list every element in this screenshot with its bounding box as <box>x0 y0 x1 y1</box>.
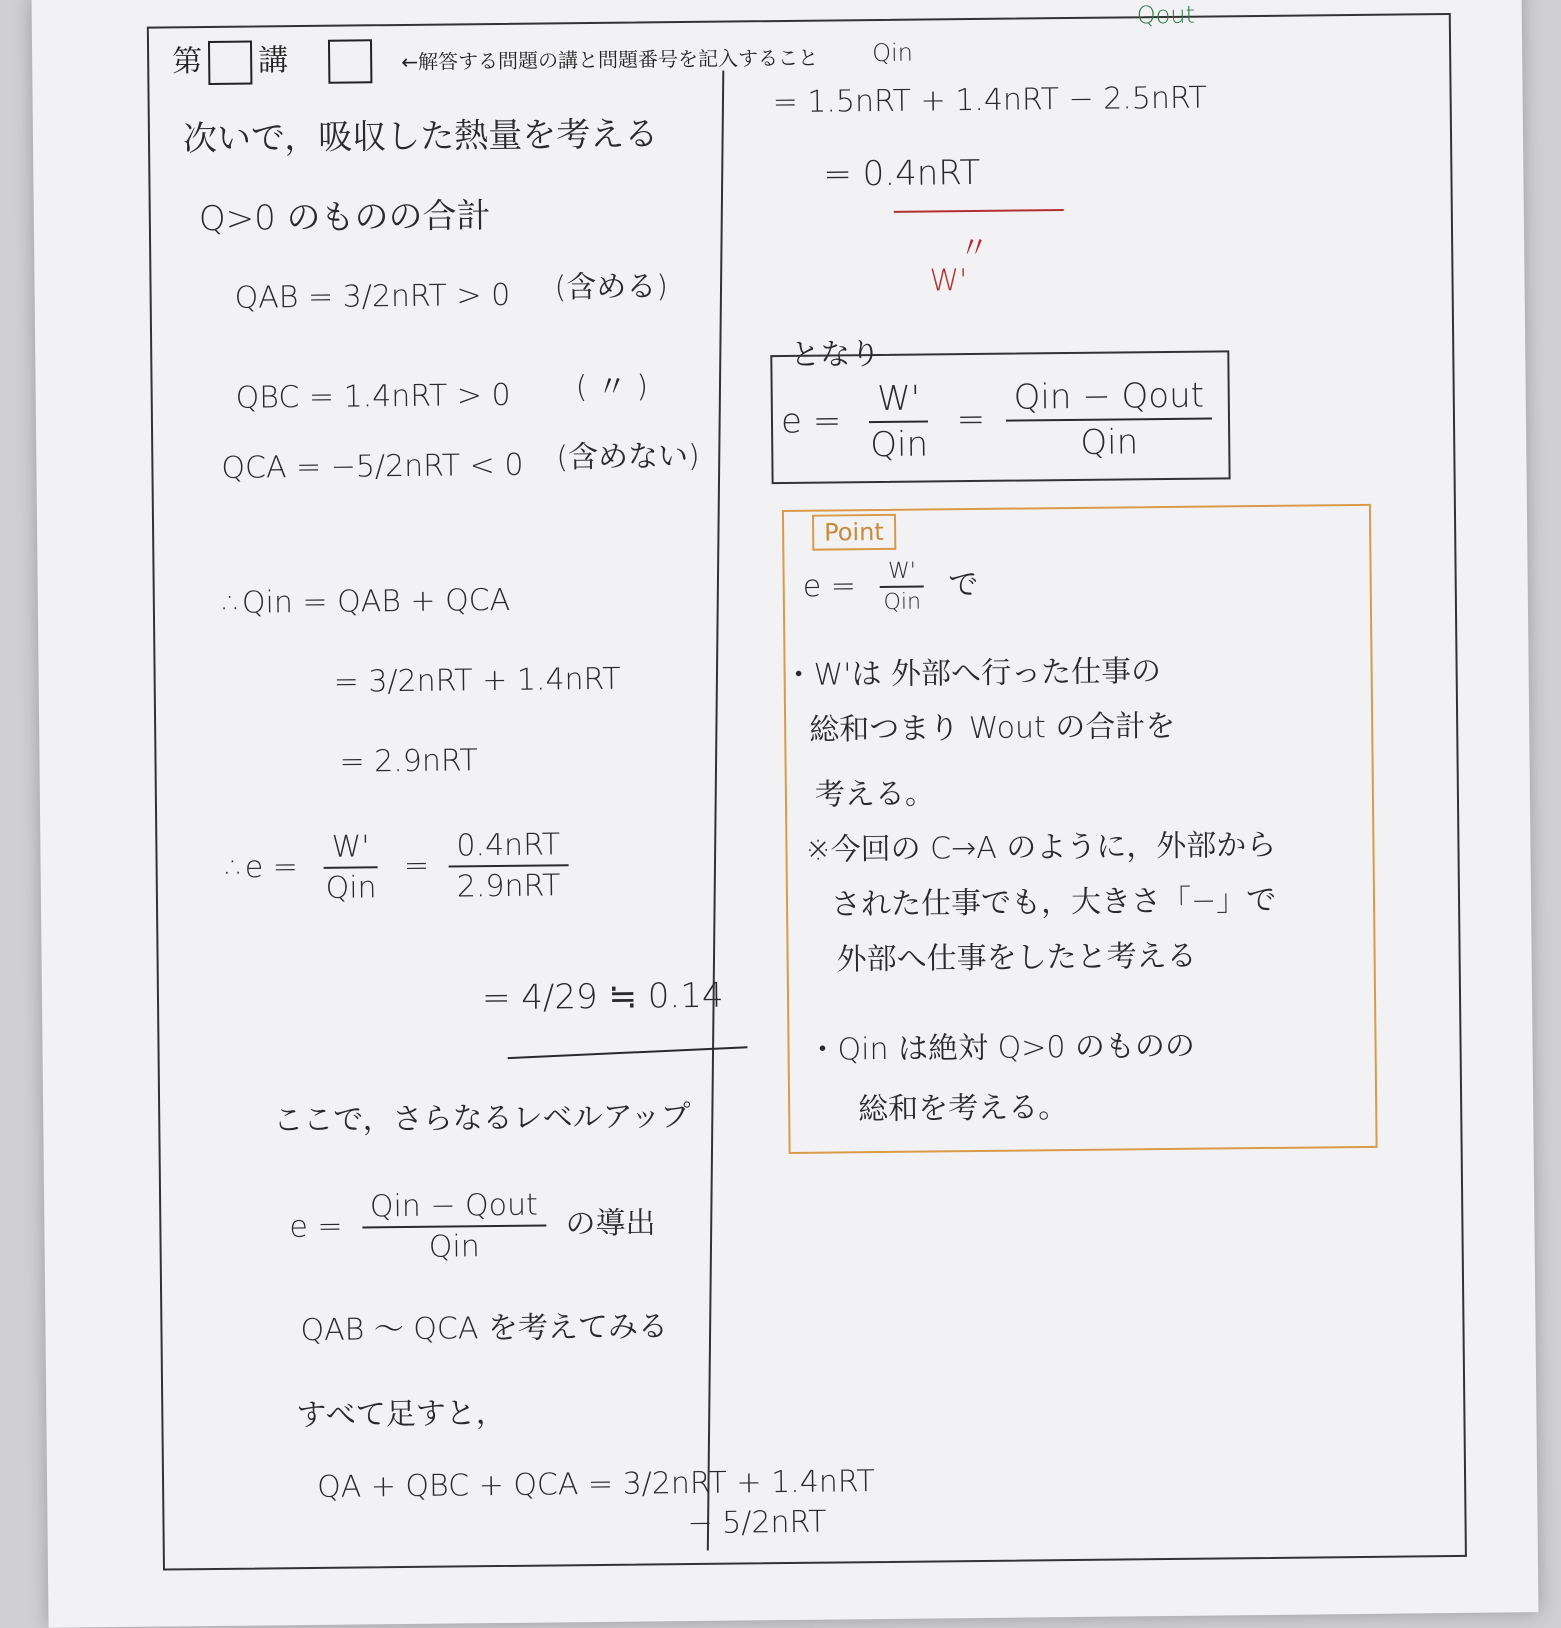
point-line-7: 外部へ仕事をしたと考える <box>836 938 1197 978</box>
ef1-den-1: Qin <box>325 870 377 906</box>
right-line-1: = 1.5nRT + 1.4nRT − 2.5nRT <box>772 80 1208 121</box>
point-frac <box>875 558 929 615</box>
paper-sheet <box>32 0 1539 1628</box>
left-line-11: ここで，さらなるレベルアップ <box>273 1099 691 1139</box>
left-line-1: 次いで，吸収した熱量を考える <box>182 114 659 160</box>
box-lhs: e = <box>780 400 842 442</box>
ef2-den: Qin <box>428 1229 480 1265</box>
ef1-num-2: 0.4nRT <box>448 827 568 867</box>
box-num-2: Qin − Qout <box>1005 376 1212 422</box>
header-note: ←解答する問題の講と問題番号を記入すること <box>401 45 819 74</box>
lecture-number-box[interactable] <box>208 40 252 84</box>
ef2-lhs: e = <box>289 1209 343 1245</box>
ef2-frac <box>362 1188 547 1266</box>
right-line-4: W' <box>929 263 968 299</box>
point-line-5: ※今回の C→A のように，外部から <box>805 827 1277 868</box>
qin-label: Qin <box>871 38 914 68</box>
left-line-16: − 5/2nRT <box>687 1504 827 1542</box>
left-line-15: QA + QBC + QCA = 3/2nRT + 1.4nRT <box>316 1464 876 1505</box>
point-line-9: 総和を考える。 <box>858 1090 1069 1128</box>
point-den: Qin <box>883 589 922 615</box>
box-num-1: W' <box>869 378 928 423</box>
left-line-14: すべて足すと， <box>296 1395 506 1434</box>
box-formula <box>781 375 1223 466</box>
box-frac-2 <box>1005 376 1212 464</box>
ef2-note: の導出 <box>565 1205 656 1242</box>
point-line-2: ・W'は 外部へ行った仕事の <box>783 654 1162 694</box>
left-line-5-note: (含めない) <box>556 438 700 476</box>
right-line-5: となり <box>790 336 881 373</box>
box-den-1: Qin <box>870 424 929 466</box>
point-line-6: された仕事でも，大きさ「−」で <box>830 882 1277 923</box>
point-line-8: ・Qin は絶対 Q>0 のものの <box>807 1028 1196 1068</box>
box-den-2: Qin <box>1080 422 1139 463</box>
point-line-4: 考える。 <box>814 776 936 813</box>
left-line-8: = 2.9nRT <box>339 743 479 780</box>
qout-label: Qout <box>1136 0 1196 30</box>
left-line-13: QAB 〜 QCA を考えてみる <box>300 1309 669 1349</box>
left-line-2: Q>0 のものの合計 <box>198 196 491 240</box>
ef1-frac-2 <box>448 827 569 904</box>
ef1-frac-1 <box>317 829 385 906</box>
point-tag: Point <box>812 514 896 551</box>
left-line-4-note: ( 〃 ) <box>575 369 649 406</box>
efficiency-formula-2 <box>289 1186 656 1266</box>
point-num: W' <box>880 559 924 588</box>
left-line-6: ∴Qin = QAB + QCA <box>222 582 511 621</box>
right-line-2: = 0.4nRT <box>823 152 981 195</box>
point-formula <box>802 558 978 616</box>
ef1-eq: = <box>403 848 430 884</box>
ef1-den-2: 2.9nRT <box>456 868 561 905</box>
point-line-3: 総和つまり Wout の合計を <box>809 708 1176 748</box>
ef2-num: Qin − Qout <box>362 1188 546 1229</box>
left-line-3: QAB = 3/2nRT > 0 <box>234 277 511 316</box>
left-line-4: QBC = 1.4nRT > 0 <box>235 377 511 416</box>
right-line-3: 〃 <box>959 230 990 267</box>
ef1-lhs: ∴e = <box>225 849 299 886</box>
box-frac-1 <box>862 378 937 465</box>
left-line-5: QCA = −5/2nRT < 0 <box>221 447 524 486</box>
efficiency-formula-1 <box>225 827 578 907</box>
point-lhs: e = <box>802 568 857 605</box>
problem-number-box[interactable] <box>328 39 372 83</box>
header-dai: 第 <box>172 44 203 80</box>
left-line-3-note: (含める) <box>554 269 669 306</box>
point-de: で <box>948 567 979 603</box>
header-kou: 講 <box>257 43 289 79</box>
box-eq: = <box>956 399 986 440</box>
ef1-num-1: W' <box>324 829 378 869</box>
left-line-7: = 3/2nRT + 1.4nRT <box>333 661 621 700</box>
left-line-10: = 4/29 ≒ 0.14 <box>481 975 724 1019</box>
